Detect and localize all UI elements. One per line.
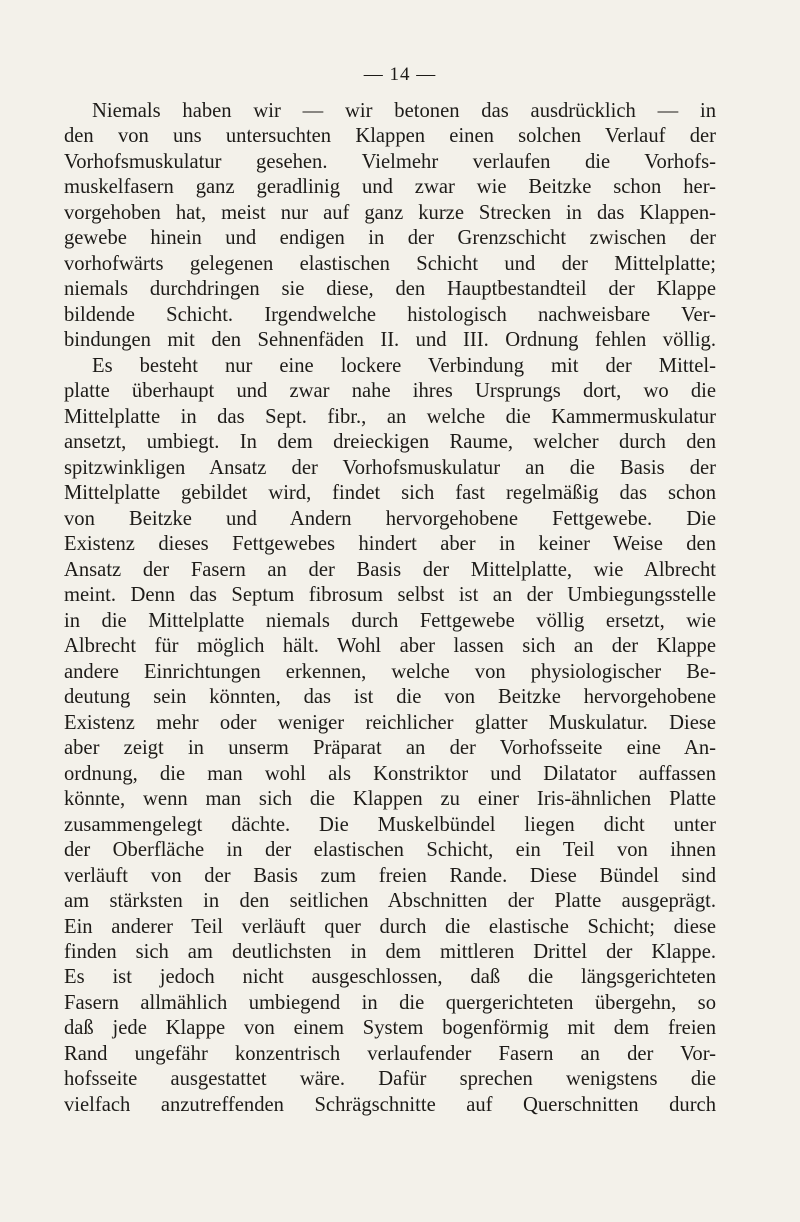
text-line: von Beitzke und Andern hervorgehobene Fettgewebe. Die [64, 507, 716, 530]
text-line: den von uns untersuchten Klappen einen solchen Verlauf der [64, 125, 716, 148]
text-line: daß jede Klappe von einem System bogenförmig mit dem freien [64, 1017, 716, 1040]
text-line: Existenz mehr oder weniger reichlicher glatter Muskulatur. Diese [64, 711, 716, 734]
text-line: bindungen mit den Sehnenfäden II. und III. Ordnung fehlen völlig. [64, 329, 716, 352]
text-line: verläuft von der Basis zum freien Rande. Diese Bündel sind [64, 864, 716, 887]
text-line: Mittelplatte in das Sept. fibr., an welche die Kammermuskulatur [64, 405, 716, 428]
text-line: Es ist jedoch nicht ausgeschlossen, daß die längsgerichteten [64, 966, 716, 989]
text-line: Ein anderer Teil verläuft quer durch die elastische Schicht; diese [64, 915, 716, 938]
text-line: vorhofwärts gelegenen elastischen Schicht und der Mittelplatte; [64, 252, 716, 275]
text-line: Ansatz der Fasern an der Basis der Mittelplatte, wie Albrecht [64, 558, 716, 581]
text-line: aber zeigt in unserm Präparat an der Vorhofsseite eine An- [64, 737, 716, 760]
text-line: platte überhaupt und zwar nahe ihres Ursprungs dort, wo die [64, 380, 716, 403]
text-line: am stärksten in den seitlichen Abschnitten der Platte ausgeprägt. [64, 890, 716, 913]
body-text [64, 99, 716, 1118]
text-line: Albrecht für möglich hält. Wohl aber lassen sich an der Klappe [64, 635, 716, 658]
text-line: meint. Denn das Septum fibrosum selbst ist an der Umbiegungsstelle [64, 584, 716, 607]
text-line: vielfach anzutreffenden Schrägschnitte auf Querschnitten durch [64, 1093, 716, 1116]
text-line: gewebe hinein und endigen in der Grenzschicht zwischen der [64, 227, 716, 250]
text-line: Rand ungefähr konzentrisch verlaufender Fasern an der Vor- [64, 1042, 716, 1065]
text-line: finden sich am deutlichsten in dem mittleren Drittel der Klappe. [64, 940, 716, 963]
text-line: andere Einrichtungen erkennen, welche von physiologischer Be- [64, 660, 716, 683]
text-line: zusammengelegt dächte. Die Muskelbündel liegen dicht unter [64, 813, 716, 836]
text-line: niemals durchdringen sie diese, den Hauptbestandteil der Klappe [64, 278, 716, 301]
text-line: muskelfasern ganz geradlinig und zwar wie Beitzke schon her- [64, 176, 716, 199]
text-line: Fasern allmählich umbiegend in die quergerichteten übergehn, so [64, 991, 716, 1014]
text-line: hofsseite ausgestattet wäre. Dafür sprechen wenigstens die [64, 1068, 716, 1091]
text-line: bildende Schicht. Irgendwelche histologisch nachweisbare Ver- [64, 303, 716, 326]
text-line: Es besteht nur eine lockere Verbindung mit der Mittel- [92, 354, 716, 377]
text-line: Existenz dieses Fettgewebes hindert aber in keiner Weise den [64, 533, 716, 556]
text-line: ansetzt, umbiegt. In dem dreieckigen Raume, welcher durch den [64, 431, 716, 454]
text-line: vorgehoben hat, meist nur auf ganz kurze Strecken in das Klappen- [64, 201, 716, 224]
text-line: spitzwinkligen Ansatz der Vorhofsmuskulatur an die Basis der [64, 456, 716, 479]
text-line: ordnung, die man wohl als Konstriktor und Dilatator auffassen [64, 762, 716, 785]
text-line: könnte, wenn man sich die Klappen zu einer Iris-ähnlichen Platte [64, 788, 716, 811]
text-line: der Oberfläche in der elastischen Schicht, ein Teil von ihnen [64, 839, 716, 862]
text-line: Niemals haben wir — wir betonen das ausdrücklich — in [92, 100, 716, 122]
text-line: Vorhofsmuskulatur gesehen. Vielmehr verlaufen die Vorhofs- [64, 150, 716, 173]
text-line: deutung sein könnten, das ist die von Beitzke hervorgehobene [64, 686, 716, 709]
text-line: in die Mittelplatte niemals durch Fettgewebe völlig ersetzt, wie [64, 609, 716, 632]
page-number: — 14 — [363, 64, 437, 85]
text-line: Mittelplatte gebildet wird, findet sich fast regelmäßig das schon [64, 482, 716, 505]
